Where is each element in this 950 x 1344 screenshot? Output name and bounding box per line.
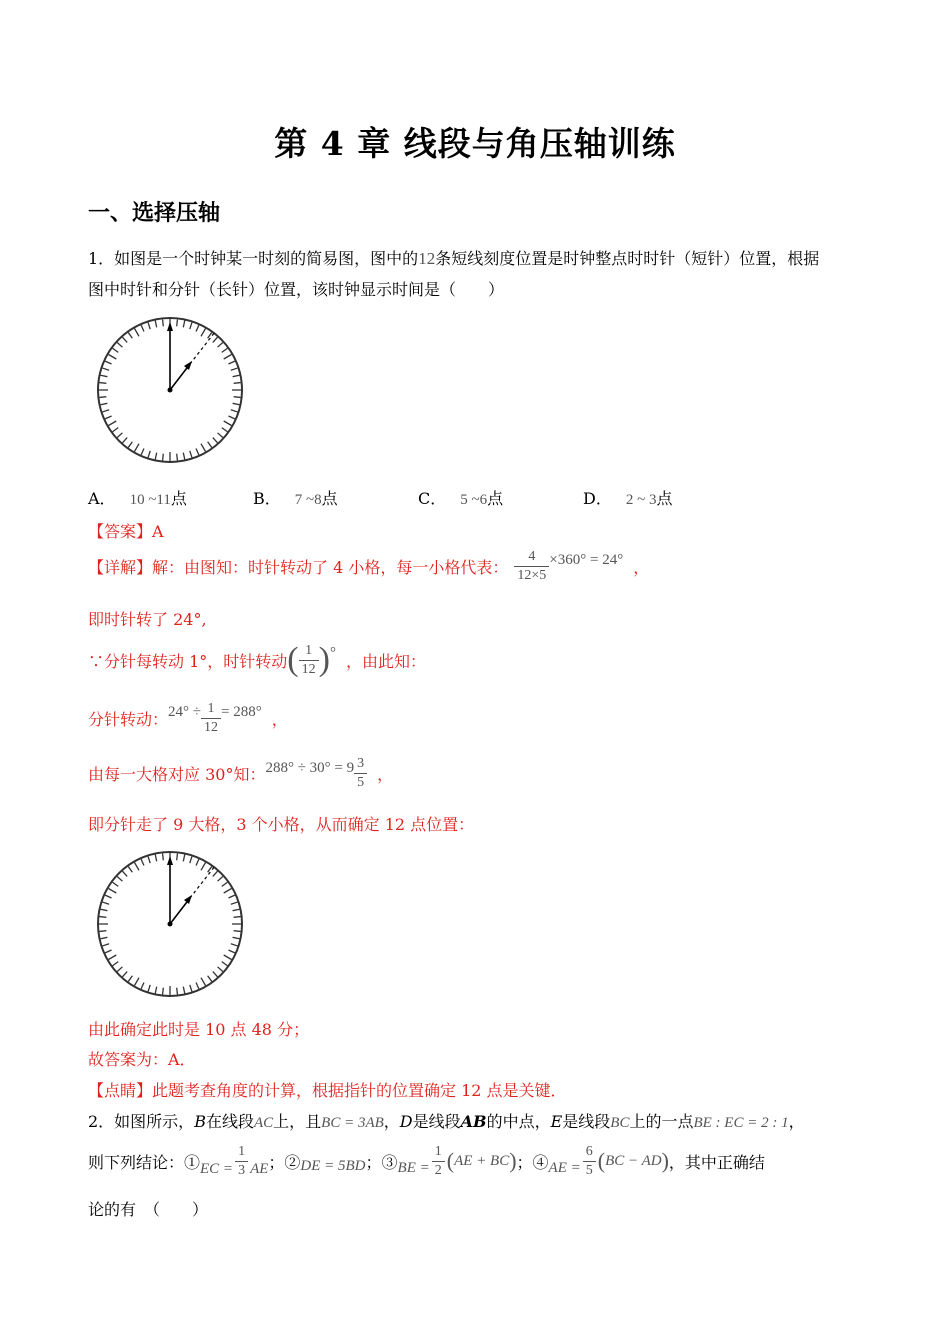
- clock-tick: [228, 416, 234, 419]
- clock-tick: [101, 375, 108, 376]
- q1-line1: [88, 246, 819, 269]
- clock-tick: [177, 853, 178, 860]
- option-a[interactable]: [88, 486, 187, 509]
- line-c-fraction: [201, 700, 221, 736]
- clock-tick: [113, 882, 119, 886]
- clock-tick: [201, 444, 206, 452]
- clock-tick: [155, 453, 156, 460]
- c3-rhs: AE + BC: [454, 1152, 510, 1169]
- clock-tick: [177, 454, 178, 461]
- clock-tick: [228, 895, 234, 898]
- clock-tick: [190, 451, 192, 458]
- fraction-denominator: 2: [432, 1161, 445, 1180]
- c1-lhs: EC =: [200, 1160, 234, 1177]
- q2-text: 在线段: [205, 1112, 254, 1131]
- clock-tick: [109, 421, 117, 426]
- clock-tick: [208, 976, 212, 982]
- degree-sign: °: [329, 644, 336, 661]
- clock-tick: [122, 972, 127, 977]
- c4-rhs: BC − AD: [605, 1152, 662, 1169]
- clock-tick: [117, 876, 122, 881]
- clock-tick: [177, 319, 178, 326]
- answer-value: A: [152, 522, 164, 541]
- c1-fraction: [235, 1143, 248, 1179]
- q2-conclusions-intro: 则下列结论：①: [88, 1152, 201, 1172]
- segment-bc: BC: [610, 1115, 630, 1131]
- q1-text: 1．如图是一个时钟某一时刻的简易图，图中的: [88, 249, 419, 268]
- q2-text: 是线段: [562, 1112, 611, 1131]
- detail-text: 解：由图知：时针转动了 4 小格，每一小格代表：: [152, 557, 509, 577]
- clock-tick: [141, 448, 144, 454]
- clock-tick: [213, 871, 218, 876]
- clock-tick: [218, 342, 223, 347]
- clock-tick: [208, 442, 212, 448]
- clock-tick: [109, 889, 117, 894]
- clock-tick: [183, 987, 184, 994]
- q1-detail: [88, 548, 649, 584]
- option-c-value: 5 ~6: [460, 492, 488, 508]
- right-paren: ): [661, 1148, 669, 1173]
- clock-tick: [213, 337, 218, 342]
- fraction-numerator: 1: [305, 643, 313, 658]
- clock-tick: [218, 967, 223, 972]
- q2-text: ，: [788, 1112, 805, 1131]
- line-b-post: ，由此知：: [345, 651, 426, 671]
- clock-tick: [117, 967, 122, 972]
- clock-tick: [102, 902, 109, 904]
- q2-text: ，: [383, 1112, 400, 1131]
- q1-line-a: 即时针转了 24°,: [88, 610, 207, 629]
- clock-tick: [113, 428, 119, 432]
- clock-tick: [148, 322, 150, 329]
- fraction-denominator: 3: [235, 1161, 248, 1180]
- clock-tick: [234, 383, 241, 384]
- q1-line-d: [88, 755, 393, 791]
- clock-tick: [141, 982, 144, 988]
- fraction-numerator: 3: [357, 756, 365, 771]
- point-tag: 【点睛】: [88, 1081, 153, 1100]
- line-d-comma: ，: [377, 764, 394, 784]
- clock-tick: [128, 867, 132, 873]
- c3-lhs: BE =: [397, 1159, 430, 1176]
- clock-tick: [218, 433, 223, 438]
- clock-tick: [233, 375, 240, 376]
- q1-line-f: 由此确定此时是 10 点 48 分；: [88, 1020, 310, 1039]
- clock-tick: [228, 361, 234, 364]
- clock-tick: [105, 950, 111, 953]
- c4-lhs: AE =: [548, 1159, 581, 1176]
- fraction-numerator: 4: [528, 549, 536, 564]
- clock-tick: [163, 319, 164, 326]
- detail-comma: ，: [633, 557, 650, 577]
- clock-tick: [105, 895, 111, 898]
- q1-line-b: [88, 641, 426, 679]
- q2-text: 上的一点: [629, 1112, 694, 1131]
- clock-tick: [234, 917, 241, 918]
- option-b[interactable]: [253, 486, 338, 509]
- clock-tick: [213, 972, 218, 977]
- clock-tick: [224, 955, 232, 960]
- clock-tick: [163, 988, 164, 995]
- option-d-value: 2 ~ 3: [625, 492, 657, 508]
- clock-tick: [122, 438, 127, 443]
- clock-tick: [196, 859, 199, 865]
- q2-line2: [88, 1143, 765, 1179]
- clock-figure-2: [94, 848, 246, 1000]
- line-d-expr: 288° ÷ 30° = 9: [265, 759, 355, 776]
- segment-ac: AC: [253, 1115, 274, 1131]
- clock-tick: [196, 982, 199, 988]
- left-paren: (: [287, 641, 299, 678]
- answer-tag: 【答案】: [88, 522, 153, 541]
- clock-tick: [222, 348, 228, 352]
- clock-tick: [109, 355, 117, 360]
- option-d-label: D．: [583, 489, 612, 508]
- q1-answer: [88, 519, 164, 542]
- clock-tick: [201, 978, 206, 986]
- q1-line-g: 故答案为：A．: [88, 1050, 196, 1069]
- clock-tick: [128, 333, 132, 339]
- clock-tick: [99, 931, 106, 932]
- option-b-unit: 点: [321, 489, 338, 508]
- q2-text: 是线段: [412, 1112, 461, 1131]
- option-a-label: A．: [88, 489, 116, 508]
- clock-tick: [224, 421, 232, 426]
- point-text: 此题考查角度的计算，根据指针的位置确定 12 点是关键．: [152, 1081, 567, 1100]
- clock-tick: [213, 438, 218, 443]
- option-d-unit: 点: [656, 489, 673, 508]
- option-a-unit: 点: [170, 489, 187, 508]
- clock-tick: [113, 962, 119, 966]
- q1-text-post: 条短线刻度位置是时钟整点时时针（短针）位置，根据: [435, 249, 820, 268]
- clock-tick: [183, 855, 184, 862]
- line-b-fraction: [299, 642, 319, 678]
- c2-expr: DE = 5BD: [300, 1157, 366, 1174]
- clock-tick: [190, 856, 192, 863]
- page-title: 第 4 章 线段与角压轴训练: [274, 124, 676, 163]
- clock-tick: [117, 342, 122, 347]
- detail-tag: 【详解】: [88, 557, 153, 577]
- clock-tick: [183, 321, 184, 328]
- c1-rhs: AE: [250, 1160, 269, 1177]
- ratio-be-ec: BE : EC = 2 : 1: [693, 1115, 789, 1131]
- clock-tick: [135, 863, 140, 871]
- line-c-text: 分针转动：: [88, 709, 169, 729]
- clock-tick: [148, 856, 150, 863]
- clock-tick: [135, 978, 140, 986]
- clock-tick: [117, 433, 122, 438]
- q1-line-c: [88, 700, 288, 736]
- clock-tick: [231, 368, 238, 370]
- clock-tick: [99, 383, 106, 384]
- clock-tick: [234, 931, 241, 932]
- clock-tick: [231, 944, 238, 946]
- right-paren: ): [318, 641, 330, 678]
- detail-fraction: [514, 548, 549, 584]
- clock-tick: [190, 322, 192, 329]
- clock-tick: [148, 451, 150, 458]
- clock-tick: [135, 329, 140, 337]
- clock-tick: [163, 853, 164, 860]
- q1-point: [88, 1078, 567, 1101]
- clock-tick: [218, 876, 223, 881]
- sep-3: ；④: [516, 1152, 549, 1172]
- clock-tick: [148, 985, 150, 992]
- fraction-denominator: 5: [354, 773, 367, 792]
- clock-tick: [155, 855, 156, 862]
- clock-tick: [190, 985, 192, 992]
- q2-line1: [88, 1109, 805, 1132]
- clock-tick: [208, 333, 212, 339]
- left-paren: (: [446, 1148, 455, 1173]
- clock-tick: [222, 428, 228, 432]
- clock-tick: [201, 329, 206, 337]
- q2-text: 2．如图所示，: [88, 1112, 195, 1131]
- c4-fraction: [583, 1143, 596, 1179]
- clock-tick: [135, 444, 140, 452]
- clock-tick: [109, 955, 117, 960]
- relation-bc-ab: BC = 3AB: [321, 1115, 384, 1131]
- line-c-comma: ，: [271, 709, 288, 729]
- clock-tick: [224, 355, 232, 360]
- clock-tick: [196, 325, 199, 331]
- clock-tick: [113, 348, 119, 352]
- fraction-numerator: 1: [207, 701, 215, 716]
- left-paren: (: [597, 1148, 606, 1173]
- clock-tick: [102, 368, 109, 370]
- fraction-numerator: 6: [585, 1144, 593, 1159]
- fraction-numerator: 1: [238, 1144, 246, 1159]
- clock-figure-1: [94, 314, 246, 466]
- fraction-denominator: 5: [583, 1161, 596, 1180]
- clock-tick: [102, 944, 109, 946]
- fraction-denominator: 12: [299, 660, 319, 679]
- sep-1: ；②: [268, 1152, 301, 1172]
- clock-tick: [222, 882, 228, 886]
- clock-tick: [122, 871, 127, 876]
- clock-tick: [183, 453, 184, 460]
- clock-tick: [201, 863, 206, 871]
- option-a-value: 10 ~11: [129, 492, 171, 508]
- clock-tick: [155, 321, 156, 328]
- clock-tick: [222, 962, 228, 966]
- segment-ab: AB: [460, 1112, 487, 1131]
- q2-line2-post: ，其中正确结: [668, 1152, 765, 1172]
- point-e: E: [550, 1112, 563, 1131]
- clock-tick: [155, 987, 156, 994]
- option-b-label: B．: [253, 489, 281, 508]
- clock-tick: [99, 917, 106, 918]
- point-b: B: [194, 1112, 206, 1131]
- section-heading: 一、选择压轴: [88, 200, 221, 226]
- clock-tick: [231, 902, 238, 904]
- q2-text: 上，且: [273, 1112, 322, 1131]
- clock-tick: [122, 337, 127, 342]
- option-d[interactable]: [583, 486, 672, 509]
- right-paren: ): [509, 1148, 517, 1173]
- fraction-denominator: 12: [201, 718, 221, 737]
- c3-fraction: [432, 1143, 445, 1179]
- clock-tick: [141, 859, 144, 865]
- option-c-label: C．: [418, 489, 447, 508]
- q2-line3: 论的有 （ ）: [88, 1200, 209, 1219]
- option-b-value: 7 ~8: [294, 492, 322, 508]
- clock-tick: [101, 403, 108, 404]
- clock-tick: [99, 397, 106, 398]
- line-c-expr2: = 288°: [221, 703, 262, 720]
- fraction-denominator: 12×5: [514, 566, 549, 585]
- clock-tick: [163, 454, 164, 461]
- q1-line-e: 即分针走了 9 大格，3 个小格，从而确定 12 点位置：: [88, 815, 475, 834]
- clock-tick: [105, 416, 111, 419]
- clock-tick: [102, 410, 109, 412]
- clock-tick: [208, 867, 212, 873]
- clock-tick: [196, 448, 199, 454]
- clock-tick: [177, 988, 178, 995]
- line-c-expr1: 24° ÷: [168, 703, 201, 720]
- option-c-unit: 点: [487, 489, 504, 508]
- option-c[interactable]: [418, 486, 503, 509]
- clock-tick: [101, 909, 108, 910]
- q1-line2: 图中时针和分针（长针）位置，该时钟显示时间是（ ）: [88, 280, 505, 299]
- clock-tick: [234, 397, 241, 398]
- detail-expression: ×360° = 24°: [549, 551, 624, 568]
- clock-tick: [233, 909, 240, 910]
- clock-tick: [105, 361, 111, 364]
- q1-number: 12: [418, 249, 436, 268]
- clock-tick: [128, 442, 132, 448]
- line-d-text: 由每一大格对应 30°知：: [88, 764, 266, 784]
- line-d-fraction: [354, 755, 367, 791]
- clock-tick: [101, 937, 108, 938]
- point-d: D: [399, 1112, 413, 1131]
- clock-tick: [224, 889, 232, 894]
- clock-tick: [141, 325, 144, 331]
- clock-tick: [233, 937, 240, 938]
- clock-tick: [228, 950, 234, 953]
- clock-tick: [128, 976, 132, 982]
- clock-tick: [233, 403, 240, 404]
- fraction-numerator: 1: [434, 1144, 442, 1159]
- sep-2: ；③: [365, 1152, 398, 1172]
- clock-tick: [231, 410, 238, 412]
- q2-text: 的中点，: [486, 1112, 551, 1131]
- line-b-text: ∵分针每转动 1°，时针转动: [88, 651, 288, 671]
